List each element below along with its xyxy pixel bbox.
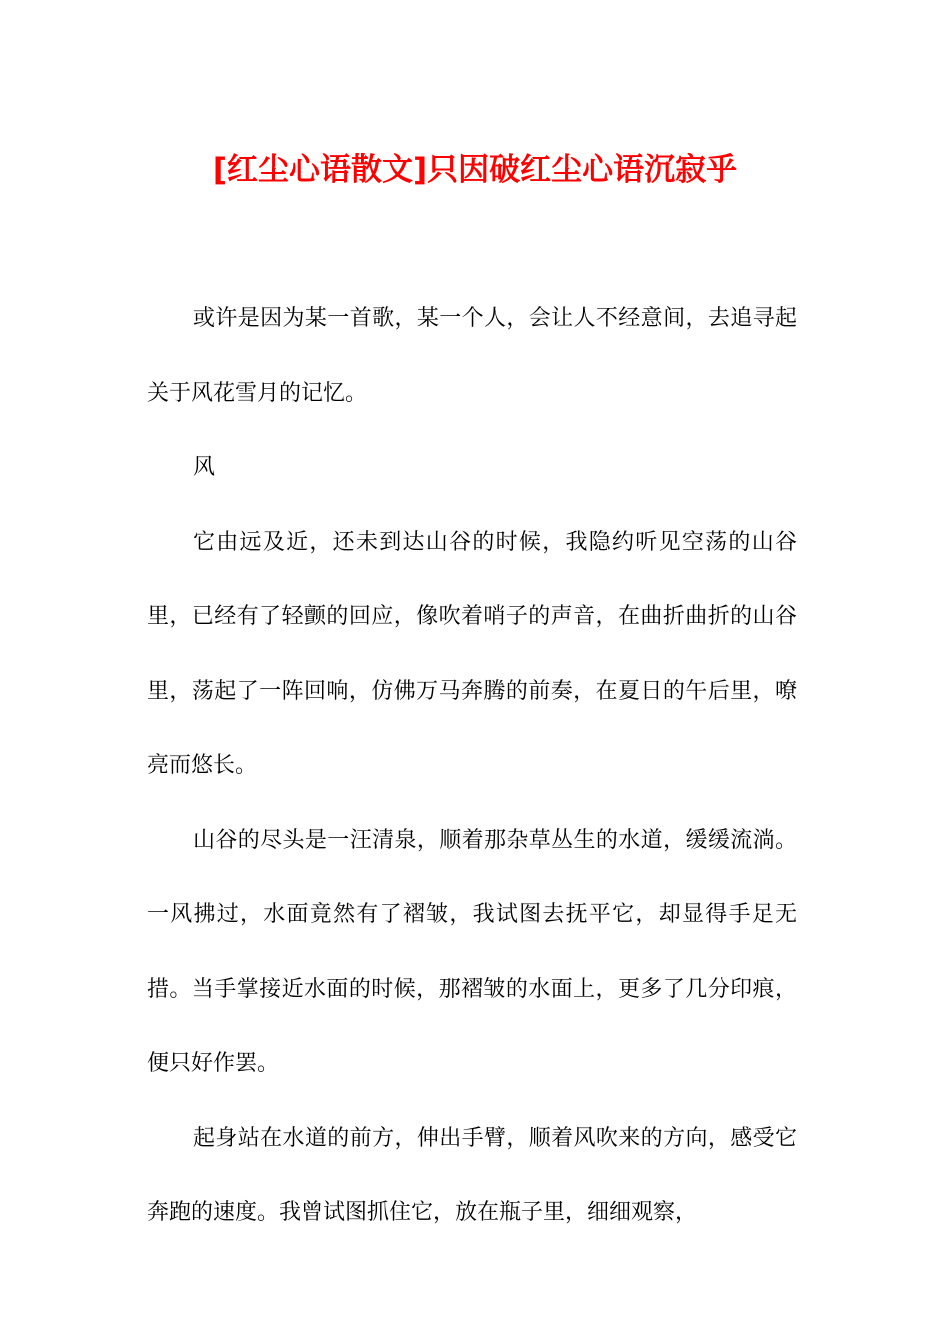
section-heading-wind: 风 <box>193 455 216 480</box>
paragraph: 或许是因为某一首歌，某一个人，会让人不经意间，去追寻起关于风花雪月的记忆。 <box>147 306 797 406</box>
paragraph: 它由远及近，还未到达山谷的时候，我隐约听见空荡的山谷里，已经有了轻颤的回应，像吹着哨子的声音，在曲折曲折的山谷里，荡起了一阵回响，仿佛万马奔腾的前奏，在夏日的午后里，嘹亮而悠长。 <box>147 529 797 778</box>
paragraph: 起身站在水道的前方，伸出手臂，顺着风吹来的方向，感受它奔跑的速度。我曾试图抓住它，放在瓶子里，细细观察， <box>147 1125 797 1225</box>
paragraph: 山谷的尽头是一汪清泉，顺着那杂草丛生的水道，缓缓流淌。一风拂过，水面竟然有了褶皱，我试图去抚平它，却显得手足无措。当手掌接近水面的时候，那褶皱的水面上，更多了几分印痕，便只好作罢。 <box>147 827 797 1076</box>
document-title: [红尘心语散文]只因破红尘心语沉寂乎 <box>212 152 738 188</box>
document-body <box>147 282 797 1251</box>
